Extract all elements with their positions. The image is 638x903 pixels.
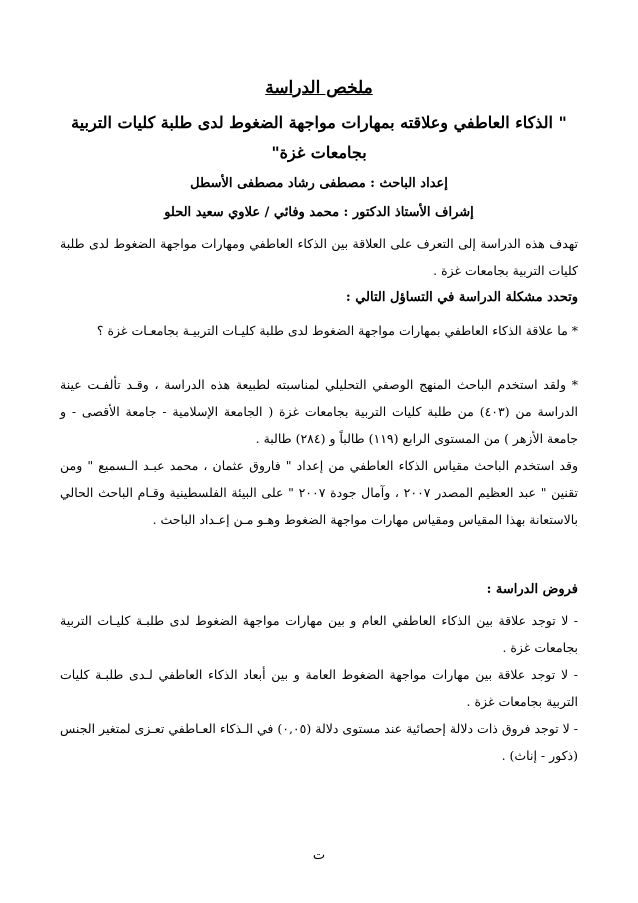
researcher-credit: إعداد الباحث : مصطفى رشاد مصطفى الأسطل xyxy=(190,176,448,191)
page-title: ملخص الدراسة xyxy=(265,78,373,98)
study-title-line-1: " الذكاء العاطفي وعلاقته بمهارات مواجهة الضغوط لدى طلبة كليات التربية xyxy=(71,113,567,132)
hypotheses-heading: فروض الدراسة : xyxy=(486,582,578,597)
method-paragraph: * ولقد استخدم الباحث المنهج الوصفي التحليلي لمناسبته لطبيعة هذه الدراسة ، وقـد تألفـت عينة الدراسة من (٤٠٣) من طلبة كليات التربية بجامعات غزة ( الجامعة الإسلامية - جامعة الأقصى - و جامعة الأزهر ) من المستوى الرابع (١١٩) طالباً و (٢٨٤) طالبة . xyxy=(60,377,578,446)
hypothesis-3: - لا توجد فروق ذات دلالة إحصائية عند مستوى دلالة (٠,٠٥) في الـذكاء العـاطفي تعـزى لمتغير الجنس (ذكور - إناث) . xyxy=(60,721,578,763)
problem-heading: وتحدد مشكلة الدراسة في التساؤل التالي : xyxy=(345,290,578,305)
page-number: ت xyxy=(312,848,326,863)
tools-paragraph: وقد استخدم الباحث مقياس الذكاء العاطفي من إعداد " فاروق عثمان ، محمد عبـد الـسميع " ومن تقنين " عبد العظيم المصدر ٢٠٠٧ ، وآمال جودة ٢٠٠٧ " على البيئة الفلسطينية وقـام الباحث الحالي بالاستعانة بهذا المقياس ومقياس مهارات مواجهة الضغوط وهـو مـن إعـداد الباحث . xyxy=(60,458,579,527)
research-question: * ما علاقة الذكاء العاطفي بمهارات مواجهة الضغوط لدى طلبة كليـات التربيـة بجامعـات غزة ؟ xyxy=(96,323,578,338)
study-title-line-2: بجامعات غزة" xyxy=(271,143,367,162)
hypothesis-1: - لا توجد علاقة بين الذكاء العاطفي العام و بين مهارات مواجهة الضغوط لدى طلبـة كليـات التربية بجامعات غزة . xyxy=(60,613,578,655)
aim-paragraph: تهدف هذه الدراسة إلى التعرف على العلاقة بين الذكاء العاطفي ومهارات مواجهة الضغوط لدى طلبة كليات التربية بجامعات غزة . xyxy=(60,236,578,278)
supervisor-credit: إشراف الأستاذ الدكتور : محمد وفائي / علاوي سعيد الحلو xyxy=(164,205,474,220)
hypothesis-2: - لا توجد علاقة بين مهارات مواجهة الضغوط العامة و بين أبعاد الذكاء العاطفي لـدى طلبـة كليات التربية بجامعات غزة . xyxy=(60,667,578,709)
